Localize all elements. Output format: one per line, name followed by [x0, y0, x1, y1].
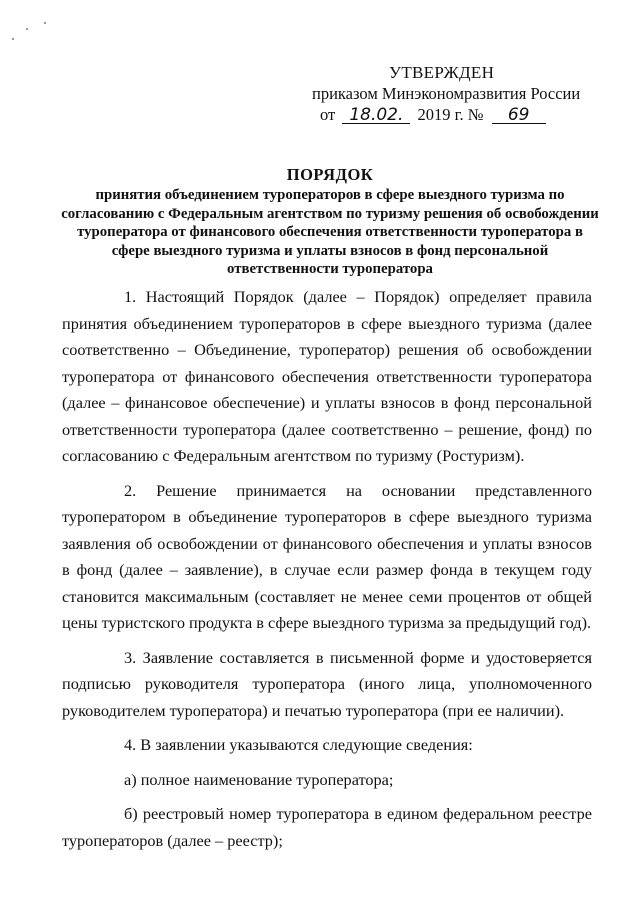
- approval-order-ref: приказом Минэкономразвития России: [312, 84, 581, 103]
- handwritten-number: 69: [492, 107, 546, 124]
- document-body: [62, 284, 592, 862]
- year-text: 2019 г. №: [417, 105, 484, 124]
- document-subtitle: принятия объединением туроператоров в сфере выездного туризма по согласованию с Федеральным агентством по туризму решения об освобождении туроператора от финансового обеспечения ответственности туроператора в сфере выездного туризма и уплаты взносов в фонд персональной ответственности туроператора: [61, 187, 599, 278]
- document-title: ПОРЯДОК: [286, 165, 374, 184]
- approval-date-line: [312, 104, 612, 125]
- scan-mark: [12, 38, 14, 40]
- approval-block: [312, 62, 612, 125]
- scan-mark: [26, 28, 28, 30]
- approval-title: УТВЕРЖДЕН: [389, 63, 495, 82]
- handwritten-date: 18.02.: [342, 107, 410, 124]
- paragraph-4: 4. В заявлении указываются следующие сведения:: [124, 735, 473, 754]
- paragraph-1: 1. Настоящий Порядок (далее – Порядок) определяет правила принятия объединением туроператоров в сфере выездного туризма (далее соответственно – Объединение, туроператор) решения об освобождении туроператора от финансового обеспечения ответственности туроператора (далее – финансовое обеспечение) и уплаты взносов в фонд персональной ответственности туроператора (далее соответственно – решение, фонд) по согласованию с Федеральным агентством по туризму (Ростуризм).: [62, 287, 592, 465]
- date-prefix: от: [320, 105, 336, 124]
- scan-mark: [44, 22, 46, 24]
- paragraph-4a: а) полное наименование туроператора;: [124, 769, 394, 789]
- paragraph-4b: б) реестровый номер туроператора в едином федеральном реестре туроператоров (далее – реестр);: [62, 804, 592, 850]
- paragraph-2: 2. Решение принимается на основании представленного туроператором в объединение туроператоров в сфере выездного туризма заявления об освобождении от финансового обеспечения и уплаты взносов в фонд (далее – заявление), в случае если размер фонда в текущем году становится максимальным (составляет не менее семи процентов от общей цены туристского продукта в сфере выездного туризма за предыдущий год).: [62, 480, 592, 632]
- paragraph-3: 3. Заявление составляется в письменной форме и удостоверяется подписью руководителя туроператора (иного лица, уполномоченного руководителем туроператора) и печатью туроператора (при ее наличии).: [62, 647, 592, 720]
